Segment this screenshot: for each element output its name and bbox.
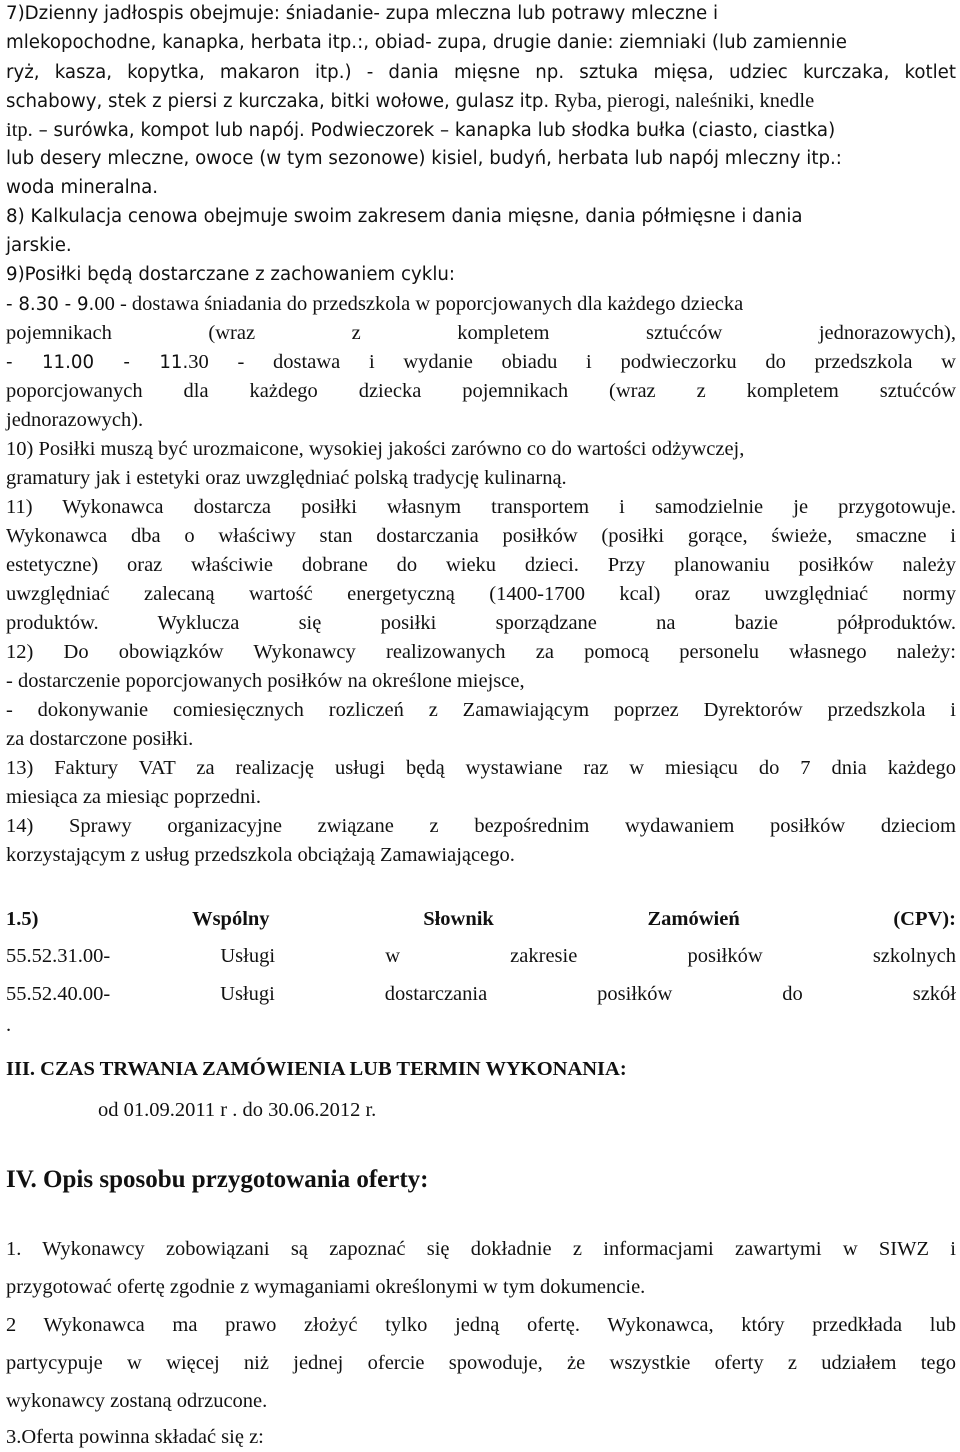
text-span: Podwieczorek – kanapka lub słodka bułka (ciasto, ciastka) [304, 120, 836, 141]
text-span: - 8.30 - 9. [6, 294, 95, 315]
text-line: jednorazowych). [6, 409, 144, 431]
cpv-heading-word: (CPV): [893, 908, 956, 930]
text-line: 10) Posiłki muszą być urozmaicone, wysokiej jakości zarówno co do wartości odżywczej, [6, 438, 745, 460]
cpv-word: zakresie [510, 945, 578, 967]
cpv-heading [6, 905, 956, 934]
text-line: korzystającym z usług przedszkola obciążają Zamawiającego. [6, 844, 515, 866]
text-line: 7)Dzienny jadłospis obejmuje: śniadanie- zupa mleczna lub potrawy mleczne i [6, 3, 719, 24]
cpv-word: Usługi [220, 945, 276, 967]
cpv-word: w [385, 945, 401, 967]
text-span: itp. [6, 119, 33, 141]
text-line: - dokonywanie comiesięcznych rozliczeń z Zamawiającym poprzez Dyrektorów przedszkola i [6, 699, 956, 721]
text-line: Wykonawca dba o właściwy stan dostarczania posiłków (posiłki gorące, świeże, smaczne i [6, 525, 956, 547]
text-line: partycypuje w więcej niż jednej ofercie spowoduje, że wszystkie oferty z udziałem tego [6, 1352, 956, 1374]
text-span: Ryba, pierogi, naleśniki, knedle [549, 90, 815, 112]
cpv-word: Usługi [220, 983, 275, 1005]
cpv-heading-word: Słownik [423, 908, 494, 930]
cpv-code-row [6, 980, 956, 1009]
text-line: produktów. Wyklucza się posiłki sporządzane na bazie półproduktów. [6, 612, 956, 634]
cpv-code: 55.52.31.00- [6, 945, 111, 967]
section-iii-heading: III. CZAS TRWANIA ZAMÓWIENIA LUB TERMIN WYKONANIA: [6, 1058, 627, 1080]
text-line: jarskie. [6, 235, 72, 256]
text-line: lub desery mleczne, owoce (w tym sezonowe) kisiel, budyń, herbata lub napój mleczny itp.: [6, 148, 842, 169]
cpv-code-row [6, 942, 956, 971]
cpv-word: do [782, 983, 803, 1005]
cpv-word: dostarczania [384, 983, 488, 1005]
text-span: sztuka mięsa, udziec kurczaka, kotlet [564, 62, 957, 83]
text-line: przygotować ofertę zgodnie z wymaganiami określonymi w tym dokumencie. [6, 1276, 646, 1298]
text-line: 12) Do obowiązków Wykonawcy realizowanych za pomocą personelu własnego należy: [6, 641, 956, 663]
text-line: 2 Wykonawca ma prawo złożyć tylko jedną ofertę. Wykonawca, który przedkłada lub [6, 1314, 956, 1336]
text-line: mlekopochodne, kanapka, herbata itp.:, obiad- zupa, drugie danie: ziemniaki (lub zamiennie [6, 32, 847, 53]
text-span: 00 - dostawa śniadania do przedszkola w poporcjowanych dla każdego dziecka [94, 293, 744, 315]
text-line: pojemnikach (wraz z kompletem sztućców jednorazowych), [6, 322, 956, 344]
cpv-word: szkolnych [872, 945, 956, 967]
text-line: 9)Posiłki będą dostarczane z zachowaniem cyklu: [6, 264, 456, 285]
contract-dates: od 01.09.2011 r . do 30.06.2012 r. [98, 1099, 377, 1121]
text-span: – surówka, kompot lub napój. [32, 120, 305, 141]
text-span: - 11.00 - 11. [6, 352, 189, 373]
text-span: schabowy, stek z piersi z kurczaka, bitki wołowe, gulasz itp. [6, 91, 550, 112]
text-line: gramatury jak i estetyki oraz uwzględniać polską tradycję kulinarną. [6, 467, 567, 489]
cpv-heading-word: Wspólny [192, 908, 270, 930]
text-line [6, 87, 956, 116]
cpv-heading-word: 1.5) [6, 908, 39, 930]
section-iv-heading: IV. Opis sposobu przygotowania oferty: [6, 1166, 429, 1193]
text-span: 30 - dostawa i wydanie obiadu i podwieczorku do przedszkola w [188, 351, 956, 373]
text-line: 1. Wykonawcy zobowiązani są zapoznać się dokładnie z informacjami zawartymi w SIWZ i [6, 1238, 956, 1260]
text-line: 8) Kalkulacja cenowa obejmuje swoim zakresem dania mięsne, dania półmięsne i dania [6, 206, 803, 227]
text-line: poporcjowanych dla każdego dziecka pojemnikach (wraz z kompletem sztućców [6, 380, 956, 402]
text-line: 3.Oferta powinna składać się z: [6, 1426, 264, 1448]
text-line: miesiąca za miesiąc poprzedni. [6, 786, 261, 808]
text-line: wykonawcy zostaną odrzucone. [6, 1390, 268, 1412]
text-line: woda mineralna. [6, 177, 159, 198]
text-line: estetyczne) oraz właściwie dobrane do wieku dzieci. Przy planowaniu posiłków należy [6, 554, 956, 576]
text-span: ryż, kasza, kopytka, makaron itp.) - dania mięsne np. [6, 62, 565, 83]
text-line: 14) Sprawy organizacyjne związane z bezpośrednim wydawaniem posiłków dzieciom [6, 815, 956, 837]
cpv-code: 55.52.40.00- [6, 983, 111, 1005]
text-line: - dostarczenie poporcjowanych posiłków na określone miejsce, [6, 670, 525, 692]
cpv-word: szkół [912, 983, 956, 1005]
text-line: 11) Wykonawca dostarcza posiłki własnym transportem i samodzielnie je przygotowuje. [6, 496, 956, 518]
cpv-word: posiłków [687, 945, 763, 967]
text-line: uwzględniać zalecaną wartość energetyczną (1400-1700 kcal) oraz uwzględniać normy [6, 583, 956, 605]
text-line [6, 58, 956, 87]
text-line [6, 348, 956, 377]
text-line [6, 290, 956, 319]
cpv-heading-word: Zamówień [647, 908, 740, 930]
text-line [6, 116, 956, 145]
cpv-word: posiłków [597, 983, 673, 1005]
text-line: za dostarczone posiłki. [6, 728, 194, 750]
text-line: 13) Faktury VAT za realizację usługi będą wystawiane raz w miesiącu do 7 dnia każdego [6, 757, 956, 779]
stray-dot: . [6, 1014, 12, 1036]
